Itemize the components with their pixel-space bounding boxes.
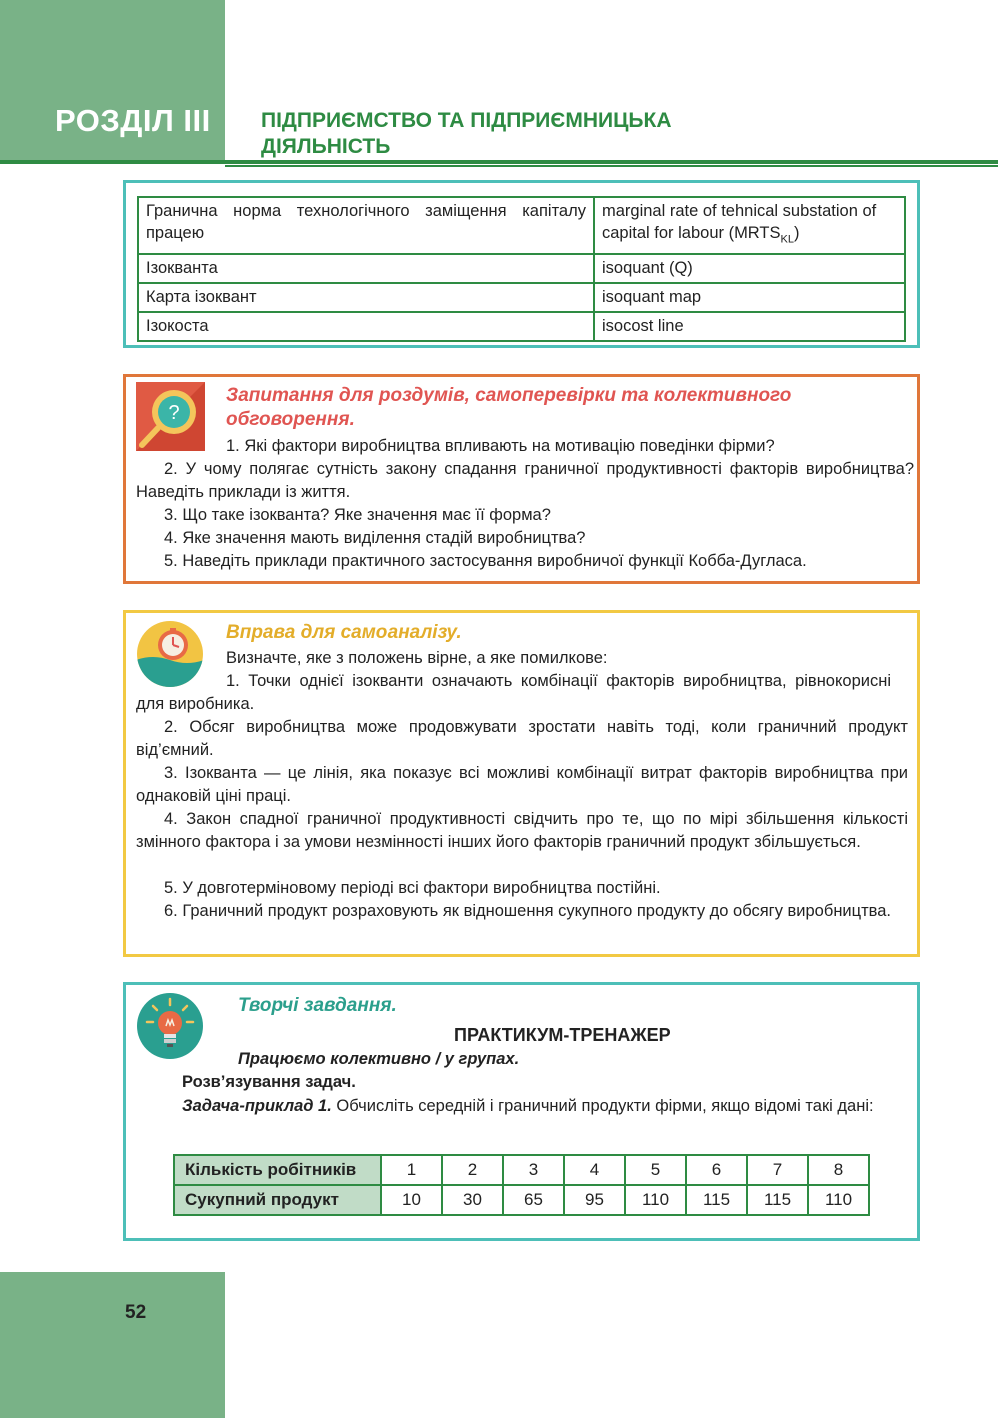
term-ua: Ізокоста (138, 312, 594, 341)
term-en: isocost line (594, 312, 905, 341)
terms-table (137, 196, 906, 342)
table-row (138, 254, 905, 283)
exercise-heading: Вправа для самоаналізу. (226, 622, 462, 643)
term-en: isoquant map (594, 283, 905, 312)
solving-label: Розв’язування задач. (182, 1073, 356, 1091)
term-en-text: marginal rate of tehnical substation of capital for labour (MRTS (602, 202, 877, 242)
cell: 8 (808, 1155, 869, 1185)
term-en (594, 197, 905, 254)
section-label: РОЗДІЛ III (55, 103, 211, 138)
exercise-intro: Визначте, яке з положень вірне, а яке помилкове: (226, 649, 608, 667)
cell: 5 (625, 1155, 686, 1185)
list-item: 2. Обсяг виробництва може продовжувати зростати навіть тоді, коли граничний продукт від’ємний. (136, 718, 908, 759)
cell: 3 (503, 1155, 564, 1185)
list-item: 6. Граничний продукт розраховують як відношення сукупного продукту до обсягу виробництва. (164, 902, 891, 920)
cell: 115 (747, 1185, 808, 1215)
section-title-line2: ДІЯЛЬНІСТЬ (261, 135, 391, 158)
cell: 110 (625, 1185, 686, 1215)
table-row (138, 283, 905, 312)
footer-green-band (0, 1272, 225, 1418)
cell: 7 (747, 1155, 808, 1185)
header-rule-thin (225, 165, 998, 167)
exercise-box (123, 610, 920, 957)
page-number: 52 (125, 1302, 147, 1323)
section-title-line1: ПІДПРИЄМСТВО ТА ПІДПРИЄМНИЦЬКА (261, 109, 672, 132)
list-item: 1. Які фактори виробництва впливають на мотивацію поведінки фірми? (226, 437, 775, 455)
list-item: 4. Яке значення мають виділення стадій виробництва? (164, 529, 586, 547)
list-item: 5. Наведіть приклади практичного застосування виробничої функції Кобба-Дугласа. (164, 552, 807, 570)
term-en: isoquant (Q) (594, 254, 905, 283)
list-item: 2. У чому полягає сутність закону спадання граничної продуктивності факторів виробництва? Наведіть приклади із життя. (136, 460, 914, 501)
table-row (174, 1185, 869, 1215)
questions-heading (226, 384, 791, 432)
list-item: 4. Закон спадної граничної продуктивності свідчить про те, що по мірі збільшення кількості змінного фактора і за умови незмінності інших його факторів граничний продукт збільшується. (136, 810, 908, 851)
table-row (138, 312, 905, 341)
cell: 2 (442, 1155, 503, 1185)
term-ua: Карта ізоквант (138, 283, 594, 312)
list-item: 3. Що таке ізокванта? Яке значення має її форма? (164, 506, 551, 524)
example-task (136, 1095, 908, 1118)
example-text: Обчисліть середній і граничний продукти фірми, якщо відомі такі дані: (331, 1097, 874, 1115)
workers-table (173, 1154, 870, 1216)
cell: 95 (564, 1185, 625, 1215)
list-item: 1. Точки однієї ізокванти означають комбінації факторів виробництва, рівнокорисні для виробника. (136, 672, 891, 713)
cell: 10 (381, 1185, 442, 1215)
group-work: Працюємо колективно / у групах. (238, 1050, 520, 1068)
list-item: 3. Ізокванта — це лінія, яка показує всі можливі комбінації витрат факторів виробництва при однаковій ціні праці. (136, 764, 908, 805)
row-header: Кількість робітників (174, 1155, 381, 1185)
questions-heading-line2: обговорення. (226, 409, 355, 430)
list-item: 5. У довготерміновому періоді всі фактори виробництва постійні. (164, 879, 661, 897)
cell: 30 (442, 1185, 503, 1215)
example-label: Задача-приклад 1. (182, 1097, 332, 1115)
cell: 6 (686, 1155, 747, 1185)
tasks-subheading: ПРАКТИКУМ-ТРЕНАЖЕР (454, 1025, 671, 1045)
cell: 4 (564, 1155, 625, 1185)
cell: 115 (686, 1185, 747, 1215)
cell: 110 (808, 1185, 869, 1215)
term-en-end: ) (793, 224, 800, 242)
term-en-subscript: KL (780, 233, 794, 246)
magnifier-question-icon (136, 382, 205, 451)
tasks-heading: Творчі завдання. (238, 995, 397, 1016)
terms-box (123, 180, 920, 348)
cell: 65 (503, 1185, 564, 1215)
cell: 1 (381, 1155, 442, 1185)
svg-text:?: ? (168, 402, 180, 424)
lightbulb-icon (136, 992, 204, 1060)
term-ua: Ізокванта (138, 254, 594, 283)
section-title (261, 108, 672, 160)
header-rule (0, 160, 998, 164)
term-ua: Гранична норма технологічного заміщення капіталу працею (138, 197, 594, 254)
row-header: Сукупний продукт (174, 1185, 381, 1215)
questions-heading-line1: Запитання для роздумів, самоперевірки та колективного (226, 385, 792, 406)
questions-box (123, 374, 920, 584)
tasks-box (123, 982, 920, 1241)
table-row (138, 197, 905, 254)
table-row (174, 1155, 869, 1185)
